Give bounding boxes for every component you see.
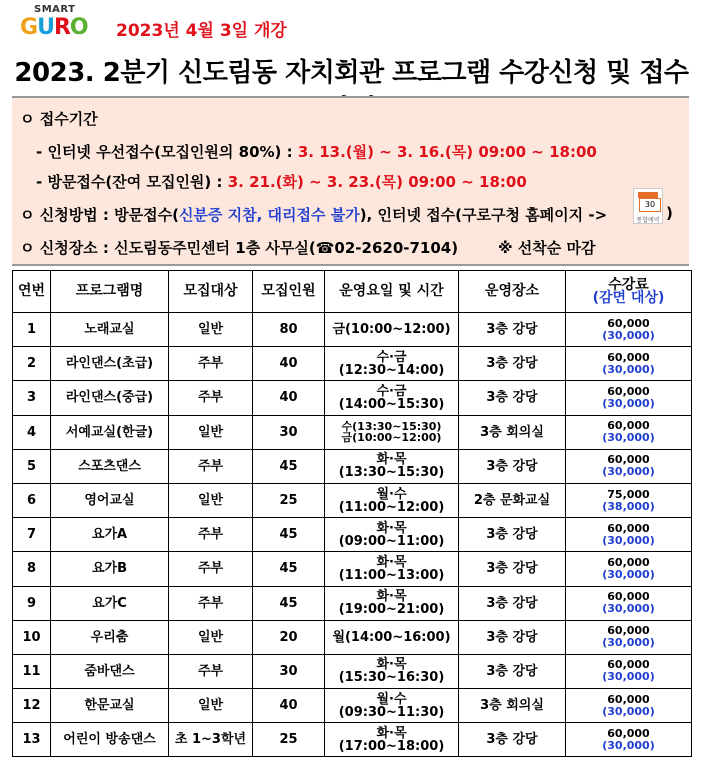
internet-label: - 인터넷 우선접수(모집인원의 80%) : [36,143,293,161]
place-line [20,237,458,258]
table-row [13,620,692,654]
fee-amount: 60,000 [607,419,650,433]
method-prefix: ㅇ 신청방법 : 방문접수( [20,206,179,224]
row-number: 13 [13,723,51,757]
fee-reduced: (30,000) [602,431,655,445]
fee-amount: 60,000 [607,624,650,638]
location: 3층 강당 [459,723,566,757]
opening-date: 2023년 4월 3일 개강 [116,21,287,41]
header-place: 운영장소 [459,271,566,313]
program-name: 한문교실 [51,689,169,723]
fee [566,415,692,449]
table-row [13,518,692,552]
schedule-line: 금(10:00~12:00) [341,431,442,445]
location: 3층 회의실 [459,689,566,723]
fee-amount: 60,000 [607,453,650,467]
logo-big-text [20,15,88,40]
fee [566,723,692,757]
target-group: 초 1~3학년 [169,723,253,757]
target-group: 주부 [169,518,253,552]
fee [566,620,692,654]
fee-amount: 60,000 [607,350,650,364]
fee-reduced: (38,000) [602,499,655,513]
capacity: 45 [253,586,325,620]
target-group: 일반 [169,689,253,723]
location: 3층 강당 [459,552,566,586]
fee-reduced: (30,000) [602,738,655,752]
period-label: ㅇ 접수기간 [20,110,98,128]
program-name: 줌바댄스 [51,654,169,688]
target-group: 일반 [169,313,253,347]
fee [566,518,692,552]
schedule: 화·목(13:30~15:30) [325,449,459,483]
program-name: 영어교실 [51,483,169,517]
schedule: 수·금(12:30~14:00) [325,347,459,381]
location: 2층 문화교실 [459,483,566,517]
method-line [20,204,607,225]
schedule: 화·목(11:00~13:00) [325,552,459,586]
table-row [13,552,692,586]
capacity: 40 [253,689,325,723]
fee-reduced: (30,000) [602,602,655,616]
fee-amount: 75,000 [607,487,650,501]
header-fee-label: 수강료 [608,276,649,293]
calendar-label: 통합예약 [636,217,660,224]
fee-amount: 60,000 [607,384,650,398]
visit-label: - 방문접수(잔여 모집인원) : [36,173,223,191]
target-group: 일반 [169,620,253,654]
schedule: 월(14:00~16:00) [325,620,459,654]
fee [566,552,692,586]
location: 3층 회의실 [459,415,566,449]
header-fee-sub: (감면 대상) [592,289,665,306]
row-number: 5 [13,449,51,483]
schedule: 월·수(11:00~12:00) [325,483,459,517]
logo-letter-o: O [69,15,88,40]
fee-reduced: (30,000) [602,533,655,547]
schedule: 월·수(09:30~11:30) [325,689,459,723]
fee-reduced: (30,000) [602,636,655,650]
table-row [13,449,692,483]
target-group: 일반 [169,483,253,517]
capacity: 40 [253,347,325,381]
program-name: 우리춤 [51,620,169,654]
header-target: 모집대상 [169,271,253,313]
schedule: 금(10:00~12:00) [325,313,459,347]
fee [566,689,692,723]
fee-amount: 60,000 [607,692,650,706]
row-number: 9 [13,586,51,620]
location: 3층 강당 [459,620,566,654]
row-number: 2 [13,347,51,381]
fee-reduced: (30,000) [602,328,655,342]
header-time: 운영요일 및 시간 [325,271,459,313]
method-end: ) [666,204,673,222]
table-row [13,586,692,620]
location: 3층 강당 [459,654,566,688]
fee-reduced: (30,000) [602,396,655,410]
program-name: 서예교실(한글) [51,415,169,449]
table-row [13,654,692,688]
row-number: 11 [13,654,51,688]
row-number: 12 [13,689,51,723]
fee-reduced: (30,000) [602,567,655,581]
fee-reduced: (30,000) [602,465,655,479]
target-group: 주부 [169,654,253,688]
fee-amount: 60,000 [607,521,650,535]
target-group: 주부 [169,347,253,381]
program-name: 요가C [51,586,169,620]
target-group: 주부 [169,381,253,415]
header-count: 모집인원 [253,271,325,313]
calendar-icon[interactable] [633,188,663,224]
capacity: 80 [253,313,325,347]
capacity: 45 [253,449,325,483]
capacity: 25 [253,723,325,757]
fee-amount: 60,000 [607,590,650,604]
table-body [13,313,692,757]
smart-guro-logo [20,4,110,44]
fee-reduced: (30,000) [602,362,655,376]
fee-amount: 60,000 [607,316,650,330]
visit-dates: 3. 21.(화) ~ 3. 23.(목) 09:00 ~ 18:00 [227,173,527,191]
capacity: 30 [253,415,325,449]
row-number: 8 [13,552,51,586]
row-number: 7 [13,518,51,552]
location: 3층 강당 [459,449,566,483]
program-name: 요가B [51,552,169,586]
table-row [13,381,692,415]
capacity: 40 [253,381,325,415]
fee-reduced: (30,000) [602,704,655,718]
capacity: 30 [253,654,325,688]
visit-line [36,171,527,192]
table-row [13,723,692,757]
location: 3층 강당 [459,313,566,347]
program-name: 노래교실 [51,313,169,347]
schedule-line: 수(13:30~15:30) [341,420,442,434]
logo-letter-u: U [37,15,54,40]
location: 3층 강당 [459,586,566,620]
program-table [12,270,692,757]
program-name: 어린이 방송댄스 [51,723,169,757]
fee [566,449,692,483]
table-header-row [13,271,692,313]
method-blue-text: 신분증 지참, 대리접수 불가 [178,206,360,224]
target-group: 주부 [169,552,253,586]
header-no: 연번 [13,271,51,313]
fee [566,381,692,415]
table-row [13,689,692,723]
fee-amount: 60,000 [607,555,650,569]
target-group: 주부 [169,586,253,620]
location: 3층 강당 [459,347,566,381]
row-number: 10 [13,620,51,654]
fee-amount: 60,000 [607,726,650,740]
header-fee [566,271,692,313]
fee [566,313,692,347]
header-program: 프로그램명 [51,271,169,313]
schedule: 수·금(14:00~15:30) [325,381,459,415]
program-name: 요가A [51,518,169,552]
place-note: ※ 선착순 마감 [498,239,596,257]
schedule: 화·목(15:30~16:30) [325,654,459,688]
row-number: 3 [13,381,51,415]
row-number: 4 [13,415,51,449]
fee-amount: 60,000 [607,658,650,672]
capacity: 45 [253,518,325,552]
capacity: 20 [253,620,325,654]
program-name: 스포츠댄스 [51,449,169,483]
logo-letter-r: R [53,15,70,40]
target-group: 주부 [169,449,253,483]
fee [566,654,692,688]
schedule: 화·목(17:00~18:00) [325,723,459,757]
fee [566,586,692,620]
logo-small-text: SMART [34,4,76,15]
program-name: 라인댄스(초급) [51,347,169,381]
row-number: 1 [13,313,51,347]
fee [566,347,692,381]
internet-line [36,141,597,162]
row-number: 6 [13,483,51,517]
schedule: 화·목(09:00~11:00) [325,518,459,552]
logo-letter-g: G [20,15,38,40]
table-row [13,313,692,347]
location: 3층 강당 [459,518,566,552]
target-group: 일반 [169,415,253,449]
page-title: 2023. 2분기 신도림동 자치회관 프로그램 수강신청 및 접수 [14,58,689,88]
internet-dates: 3. 13.(월) ~ 3. 16.(목) 09:00 ~ 18:00 [297,143,597,161]
table-row [13,347,692,381]
place-text: ㅇ 신청장소 : 신도림동주민센터 1층 사무실(☎02-2620-7104) [20,239,459,257]
table-row [13,415,692,449]
method-suffix: ), 인터넷 접수(구로구청 홈페이지 -> [359,206,608,224]
program-name: 라인댄스(중급) [51,381,169,415]
calendar-number: 30 [639,198,661,212]
capacity: 25 [253,483,325,517]
fee [566,483,692,517]
capacity: 45 [253,552,325,586]
fee-reduced: (30,000) [602,670,655,684]
schedule [325,415,459,449]
table-row [13,483,692,517]
schedule: 화·목(19:00~21:00) [325,586,459,620]
location: 3층 강당 [459,381,566,415]
